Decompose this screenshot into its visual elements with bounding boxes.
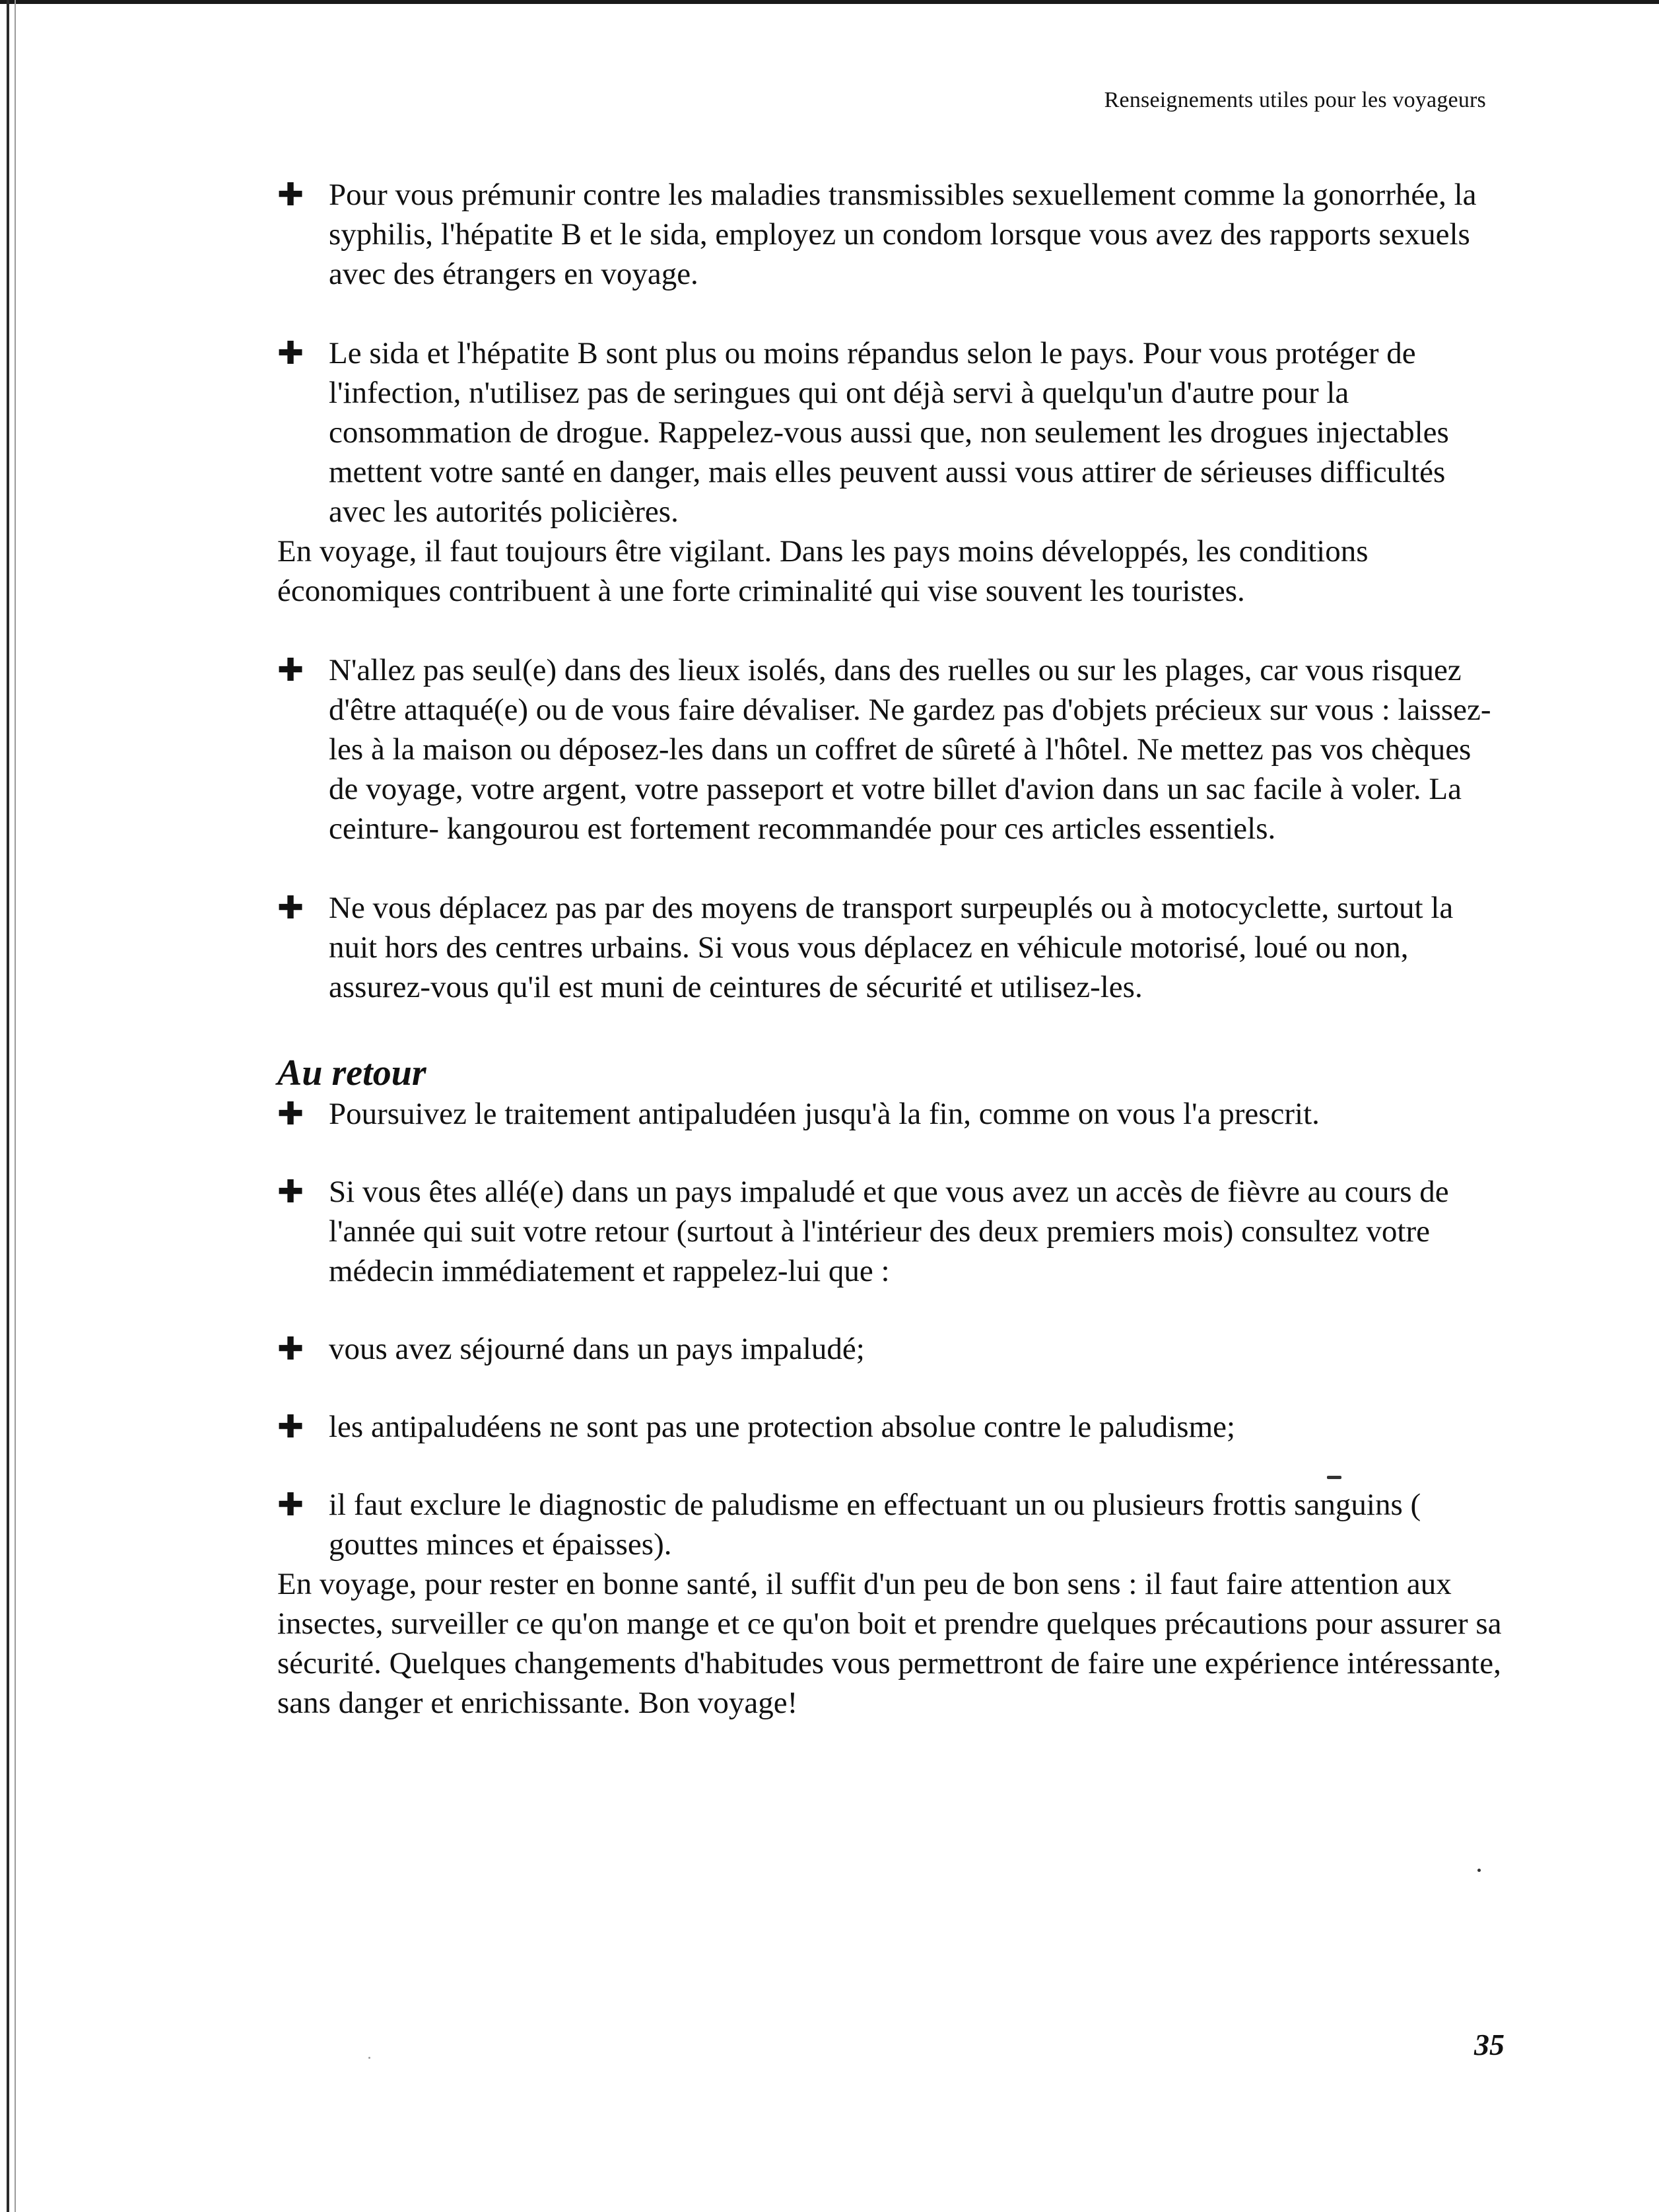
plus-bullet-icon: ✚: [277, 889, 304, 926]
bullet-item: [277, 1407, 1505, 1447]
scan-speck: [368, 2057, 370, 2059]
bullet-item: [277, 1172, 1505, 1291]
bullet-item: [277, 888, 1505, 1007]
bullet-item: [277, 1094, 1505, 1134]
page-number: 35: [1474, 2028, 1505, 2061]
bullet-text: N'allez pas seul(e) dans des lieux isolés, dans des ruelles ou sur les plages, car vous risquez d'être attaqué(e) ou de vous faire dévaliser. Ne gardez pas d'objets précieux sur vous : laissez-les à la maison ou déposez-les dans un coffret de sûreté à l'hôtel. Ne mettez pas vos chèques de voyage, votre argent, votre passeport et votre billet d'avion dans un sac facile à voler. La ceinture- kangourou est fortement recommandée pour ces articles essentiels.: [329, 653, 1491, 846]
section-heading: Au retour: [277, 1053, 426, 1093]
bullet-text: il faut exclure le diagnostic de paludisme en effectuant un ou plusieurs frottis sanguins ( gouttes minces et épaisses).: [329, 1488, 1421, 1562]
scan-top-edge: [0, 0, 1659, 4]
scan-speck: [1477, 1869, 1481, 1872]
plus-bullet-icon: ✚: [277, 1486, 304, 1523]
page-body: [277, 175, 1505, 1723]
bullet-text: vous avez séjourné dans un pays impaludé;: [329, 1332, 865, 1366]
plus-bullet-icon: ✚: [277, 1173, 304, 1210]
bullet-text: Le sida et l'hépatite B sont plus ou moins répandus selon le pays. Pour vous protéger de l'infection, n'utilisez pas de seringues qui ont déjà servi à quelqu'un d'autre pour la consommation de drogue. Rappelez-vous aussi que, non seulement les drogues injectables mettent votre santé en danger, mais elles peuvent aussi vous attirer de sérieuses difficultés avec les autorités policières.: [329, 336, 1449, 529]
scan-left-edge-inner: [15, 0, 16, 2212]
plus-bullet-icon: ✚: [277, 1408, 304, 1445]
plus-bullet-icon: ✚: [277, 652, 304, 689]
bullet-text: Ne vous déplacez pas par des moyens de transport surpeuplés ou à motocyclette, surtout la nuit hors des centres urbains. Si vous vous déplacez en véhicule motorisé, loué ou non, assurez-vous qu'il est muni de ceintures de sécurité et utilisez-les.: [329, 891, 1454, 1004]
plus-bullet-icon: ✚: [277, 1331, 304, 1367]
bullet-text: les antipaludéens ne sont pas une protection absolue contre le paludisme;: [329, 1410, 1236, 1444]
paragraph: En voyage, il faut toujours être vigilant. Dans les pays moins développés, les conditions économiques contribuent à une forte criminalité qui vise souvent les touristes.: [277, 534, 1369, 608]
plus-bullet-icon: ✚: [277, 176, 304, 213]
plus-bullet-icon: ✚: [277, 1095, 304, 1132]
paragraph: En voyage, pour rester en bonne santé, il suffit d'un peu de bon sens : il faut faire attention aux insectes, surveiller ce qu'on mange et ce qu'on boit et prendre quelques précautions pour assurer sa sécurité. Quelques changements d'habitudes vous permettront de faire une expérience intéressante, sans danger et enrichissante. Bon voyage!: [277, 1567, 1502, 1720]
bullet-item: [277, 1329, 1505, 1369]
bullet-item: [277, 650, 1505, 848]
bullet-item: [277, 175, 1505, 294]
scan-left-edge: [7, 0, 9, 2212]
bullet-text: Pour vous prémunir contre les maladies transmissibles sexuellement comme la gonorrhée, la syphilis, l'hépatite B et le sida, employez un condom lorsque vous avez des rapports sexuels avec des étrangers en voyage.: [329, 178, 1477, 291]
bullet-text: Poursuivez le traitement antipaludéen jusqu'à la fin, comme on vous l'a prescrit.: [329, 1097, 1320, 1131]
scan-speck: [1327, 1476, 1341, 1479]
bullet-item: [277, 1485, 1505, 1564]
bullet-item: [277, 333, 1505, 532]
plus-bullet-icon: ✚: [277, 335, 304, 372]
running-header: Renseignements utiles pour les voyageurs: [1104, 88, 1486, 112]
bullet-text: Si vous êtes allé(e) dans un pays impaludé et que vous avez un accès de fièvre au cours de l'année qui suit votre retour (surtout à l'intérieur des deux premiers mois) consultez votre médecin immédiatement et rappelez-lui que :: [329, 1175, 1449, 1288]
